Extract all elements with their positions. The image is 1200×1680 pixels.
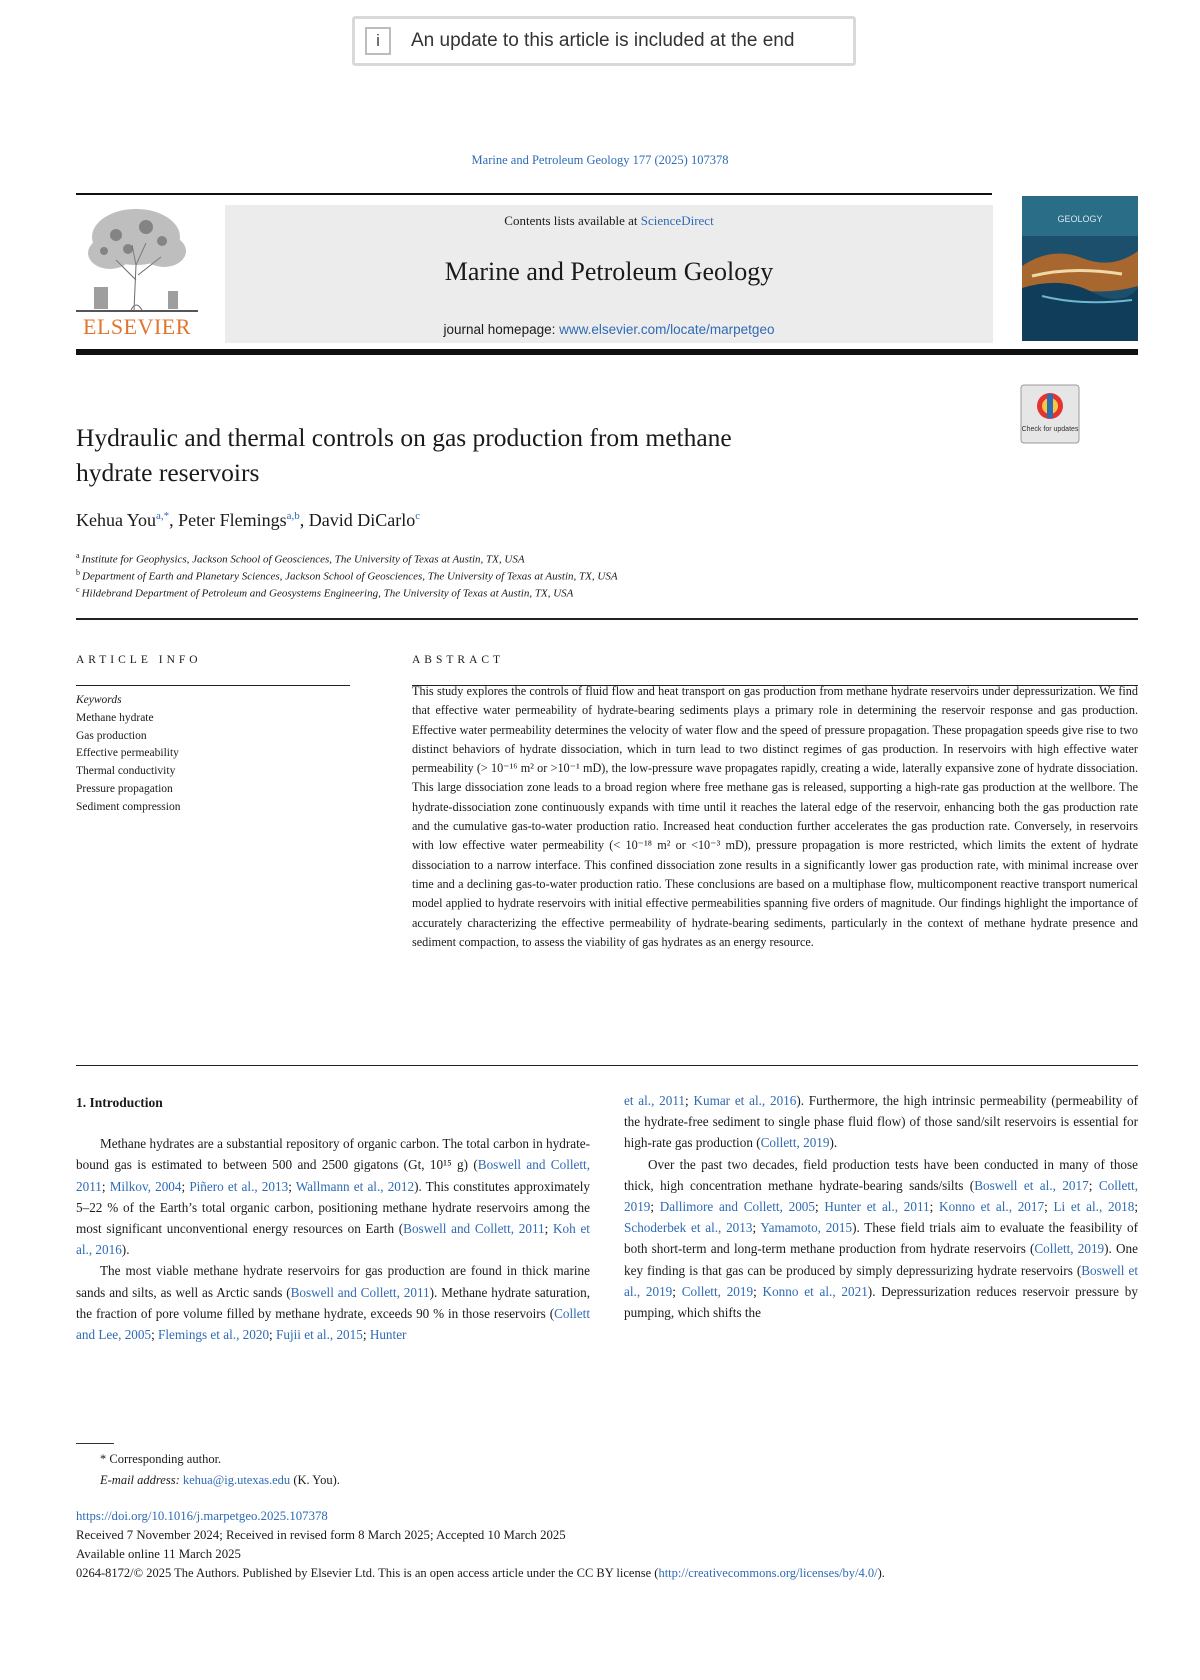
reference-link[interactable]: Collett and Lee, 2005 (76, 1305, 590, 1343)
paragraph-text: Methane hydrates are a substantial repository of organic carbon. The total carbon in hydrate-bound gas is estimated to between 500 and 2500 gigatons (Gt, 10¹⁵ g) ( (76, 1136, 590, 1173)
elsevier-logo (76, 205, 198, 340)
paragraph-text: ; (181, 1178, 190, 1194)
paragraph-text: ; (753, 1283, 763, 1299)
update-banner-text: An update to this article is included at the end (411, 30, 795, 51)
reference-link[interactable]: Milkov, 2004 (109, 1178, 182, 1194)
available-online: Available online 11 March 2025 (76, 1547, 241, 1561)
paragraph-text: ; (362, 1327, 370, 1343)
keyword: Pressure propagation (76, 782, 173, 795)
paragraph (76, 1260, 590, 1345)
reference-link[interactable]: Boswell et al., 2019 (624, 1262, 1138, 1299)
reference-link[interactable]: Konno et al., 2021 (762, 1283, 868, 1299)
paragraph-text: ; (544, 1221, 554, 1237)
reference-link[interactable]: Boswell et al., 2017 (974, 1177, 1089, 1193)
corresponding-author-note: * Corresponding author. (100, 1452, 222, 1466)
copyright-line: 0264-8172/© 2025 The Authors. Published by Elsevier Ltd. This is an open access article under the CC BY license (http://creativecommons.org/licenses/by/4.0/). (76, 1566, 885, 1580)
reference-link[interactable]: Collett, 2019 (681, 1283, 754, 1299)
author-name[interactable]: David DiCarlo (308, 510, 416, 530)
keyword: Methane hydrate (76, 711, 154, 724)
paragraph-text: ; (1134, 1199, 1139, 1215)
affiliation: $^a$ Institute for Geophysics, Jackson School of Geosciences, The University of Texas at Austin, TX, USA (76, 551, 525, 566)
keyword: Gas production (76, 729, 147, 742)
reference-link[interactable]: Collett, 2019 (624, 1177, 1139, 1215)
article-info-heading: ARTICLE INFO (76, 654, 202, 666)
paragraph-text: ). (829, 1135, 838, 1151)
cover-title: GEOLOGY (1057, 214, 1103, 224)
reference-link[interactable]: Hunter (369, 1327, 407, 1343)
reference-link[interactable]: Konno et al., 2017 (939, 1199, 1045, 1215)
paragraph-text: Over the past two decades, field production tests have been conducted in many of those thick, high concentration methane hydrate-bearing sands/silts ( (624, 1156, 1138, 1193)
article-title: Hydraulic and thermal controls on gas production from methane hydrate reservoirs (76, 423, 732, 487)
reference-link[interactable]: Collett, 2019 (1034, 1241, 1105, 1257)
divider (76, 685, 350, 686)
reference-link[interactable]: Schoderbek et al., 2013 (624, 1220, 753, 1236)
crossmark-label: Check for updates (1021, 426, 1079, 433)
reference-link[interactable]: Boswell and Collett, 2011 (290, 1284, 430, 1300)
homepage-link[interactable]: www.elsevier.com/locate/marpetgeo (559, 322, 775, 337)
paragraph-text: The most viable methane hydrate reservoirs for gas production are found in thick marine sands and silts, as well as Arctic sands ( (76, 1263, 590, 1300)
reference-link[interactable]: Piñero et al., 2013 (189, 1178, 289, 1194)
received-dates: Received 7 November 2024; Received in revised form 8 March 2025; Accepted 10 March 2025 (76, 1528, 566, 1542)
email-link[interactable]: kehua@ig.utexas.edu (182, 1473, 291, 1487)
homepage-line: journal homepage: www.elsevier.com/locate/marpetgeo (443, 322, 775, 337)
keyword: Thermal conductivity (76, 765, 176, 778)
reference-link[interactable]: Koh et al., 2016 (76, 1221, 590, 1258)
body-column-left (76, 1092, 590, 1345)
paragraph-text: ). This constitutes approximately 5–22 % of the Earth’s total organic carbon, positioning methane hydrate reservoirs among the most significant unconventional energy resources on Earth ( (76, 1178, 590, 1237)
paragraph-text: ; (288, 1178, 296, 1194)
journal-name: Marine and Petroleum Geology (444, 257, 774, 286)
paragraph (76, 1133, 590, 1260)
paragraph-text: ; (1088, 1177, 1099, 1193)
doi-link[interactable]: https://doi.org/10.1016/j.marpetgeo.2025.107378 (76, 1509, 328, 1523)
reference-link[interactable]: Dallimore and Collett, 2005 (659, 1199, 815, 1215)
keyword: Effective permeability (76, 747, 179, 760)
keyword: Sediment compression (76, 800, 181, 813)
doi-line[interactable] (76, 1509, 328, 1524)
contents-line: Contents lists available at ScienceDirect (504, 213, 714, 228)
elsevier-tree-icon (76, 205, 198, 315)
reference-link[interactable]: Boswell and Collett, 2011 (76, 1157, 591, 1194)
reference-link[interactable]: Fujii et al., 2015 (276, 1327, 363, 1343)
author-affil-mark[interactable]: c (415, 510, 421, 522)
paragraph-text: ; (1044, 1199, 1054, 1215)
paragraph-text: ; (269, 1327, 277, 1343)
abstract-text: This study explores the controls of fluid flow and heat transport on gas production from methane hydrate reservoirs under depressurization. We find that effective water permeability of hydrate-bearing sediments plays a primary role in determining the reservoir response and gas production. Effective water permeability determines the velocity of water flow and the speed of pressure propagation. These propagation speeds give rise to two distinct behaviors of hydrate dissociation, which in turn lead to two distinct regimes of gas production. In reservoirs with high effective water permeability (> 10⁻¹⁶ m² or >10⁻¹ mD), the low-pressure wave propagates rapidly, creating a wide, laterally expansive zone of hydrate dissociation. This large dissociation zone leads to a broad region where free methane gas is released, supporting a high-rate gas production at the wellbore. The hydrate-dissociation zone continuously expands with time until it reaches the lateral edge of the reservoir, enhancing both the gas production rate and the cumulative gas-to-water production ratio. Increased heat conduction further accelerates the gas production rate. Conversely, in reservoirs with low effective water permeability (< 10⁻¹⁸ m² or <10⁻³ mD), pressure propagation is more restricted, which limits the extent of hydrate dissociation to a narrow interface. This confined dissociation zone results in a significantly lower gas production rate, with minimal increase over time and a declining gas-to-water production ratio. These conclusions are based on a multiphase flow, multicomponent reactive transport numerical model applied to hydrate reservoirs with initial effective permeabilities spanning five orders of magnitude. Our findings highlight the importance of accurately characterizing the effective permeability of hydrate-bearing sediments, particularly in the context of methane hydrate presence and sediment compaction, to assess the viability of gas hydrates as an energy resource. (412, 684, 1138, 949)
reference-link[interactable]: Collett, 2019 (760, 1135, 830, 1151)
keywords-heading: Keywords (76, 694, 122, 706)
paragraph-text: ; (752, 1220, 761, 1236)
author-affil-mark[interactable]: a,b (286, 510, 300, 522)
reference-link[interactable]: Boswell and Collett, 2011 (403, 1221, 545, 1237)
header-top-rule (76, 193, 992, 195)
citation-link[interactable]: Marine and Petroleum Geology 177 (2025) 107378 (471, 153, 729, 167)
reference-link[interactable]: Yamamoto, 2015 (760, 1220, 853, 1236)
paragraph-text: ). These field trials aim to evaluate the feasibility of both short-term and long-term methane production from hydrate reservoirs ( (624, 1220, 1138, 1257)
body-column-right (624, 1090, 1138, 1323)
divider (76, 618, 1138, 620)
author-list: Kehua You$^{a,*}$, Peter Flemings$^{a,b}$, David DiCarlo$^c$ (76, 510, 421, 530)
paragraph-text: ; (151, 1327, 159, 1343)
affiliation: $^b$ Department of Earth and Planetary Sciences, Jackson School of Geosciences, The University of Texas at Austin, TX, USA (76, 568, 618, 583)
reference-link[interactable]: Wallmann et al., 2012 (295, 1178, 415, 1194)
paragraph-text: ). One key finding is that gas can be produced by simply depressurizing hydrate reservoirs ( (624, 1241, 1138, 1278)
affiliation: $^c$ Hildebrand Department of Petroleum and Geosystems Engineering, The University of Texas at Austin, TX, USA (76, 585, 574, 600)
check-for-updates-button[interactable] (1020, 384, 1080, 444)
reference-link[interactable]: Kumar et al., 2016 (693, 1093, 797, 1108)
paragraph-text: ). Methane hydrate saturation, the fraction of pore volume filled by methane hydrate, exceeds 90 % in those reservoirs ( (76, 1284, 590, 1321)
paragraph-text: ; (929, 1199, 940, 1215)
paragraph-text: ; (672, 1283, 682, 1299)
author-name[interactable]: Peter Flemings (178, 510, 287, 530)
update-banner[interactable] (352, 16, 856, 66)
crossmark-icon (1020, 384, 1080, 444)
reference-link[interactable]: Hunter et al., 2011 (824, 1199, 930, 1215)
header-bottom-rule (76, 349, 1138, 355)
footnote-rule (76, 1443, 114, 1444)
paragraph-text: ; (685, 1093, 694, 1108)
elsevier-wordmark: ELSEVIER (83, 314, 191, 339)
journal-citation[interactable] (0, 153, 1200, 168)
journal-header-box (225, 205, 993, 343)
section-heading: 1. Introduction (76, 1095, 163, 1110)
journal-cover-image (1022, 196, 1138, 341)
abstract-heading: ABSTRACT (412, 654, 505, 666)
email-note: E-mail address: kehua@ig.utexas.edu (K. You). (100, 1473, 340, 1487)
divider (76, 1065, 1138, 1066)
license-link[interactable]: http://creativecommons.org/licenses/by/4.0/ (658, 1566, 878, 1580)
paragraph-text: ; (650, 1199, 660, 1215)
author-affil-mark[interactable]: a,* (156, 510, 170, 522)
info-icon: i (365, 27, 391, 55)
reference-link[interactable]: Flemings et al., 2020 (158, 1327, 270, 1343)
reference-link[interactable]: Li et al., 2018 (1053, 1199, 1135, 1215)
paragraph-text: ). Depressurization reduces reservoir pressure by pumping, which shifts the (624, 1283, 1138, 1321)
paragraph (624, 1090, 1138, 1154)
paragraph-text: ; (814, 1199, 825, 1215)
paragraph-text: ). Furthermore, the high intrinsic permeability (permeability of the hydrate-free sediment to single phase fluid flow) of those sand/silt reservoirs is essential for high-rate gas production ( (624, 1093, 1138, 1151)
paragraph (624, 1154, 1138, 1324)
sciencedirect-link[interactable]: ScienceDirect (640, 213, 714, 228)
keywords-list (76, 692, 180, 817)
reference-link[interactable]: et al., 2011 (624, 1093, 686, 1108)
author-name[interactable]: Kehua You (76, 510, 157, 530)
paragraph-text: ; (101, 1178, 110, 1194)
paragraph-text: ). (121, 1242, 130, 1258)
